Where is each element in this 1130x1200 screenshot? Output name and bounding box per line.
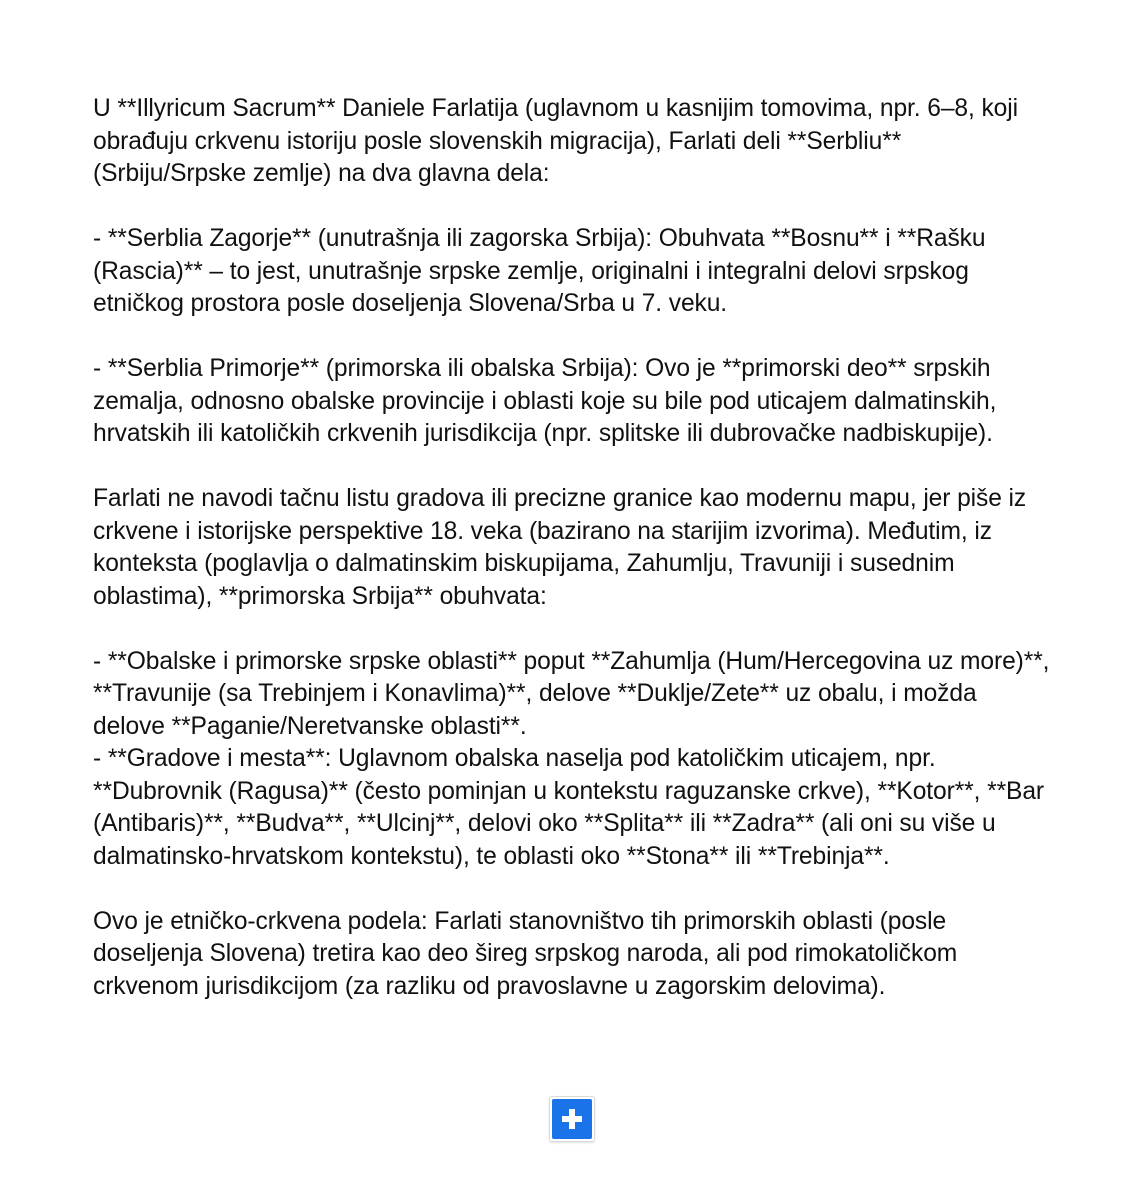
- document-text: [93, 93, 1053, 1036]
- paragraph-serblia-primorje: - **Serblia Primorje** (primorska ili obalska Srbija): Ovo je **primorski deo** srpskih zemalja, odnosno obalske provincije i oblasti koje su bile pod uticajem dalmatinskih, hrvatskih ili katoličkih crkvenih jurisdikcija (npr. splitske ili dubrovačke nadbiskupije).: [93, 355, 997, 447]
- paragraph-intro: U **Illyricum Sacrum** Daniele Farlatija (uglavnom u kasnijim tomovima, npr. 6–8, koji obrađuju crkvenu istoriju posle slovenskih migracija), Farlati deli **Serbliu** (Srbiju/Srpske zemlje) na dva glavna dela:: [93, 95, 1018, 187]
- paragraph-coastal-regions: - **Obalske i primorske srpske oblasti** poput **Zahumlja (Hum/Hercegovina uz more)**, **Travunije (sa Trebinjem i Konavlima)**, delove **Duklje/Zete** uz obalu, i možda delove **Paganie/Neretvanske oblasti**.: [93, 647, 1050, 740]
- paragraph-farlati-context: Farlati ne navodi tačnu listu gradova ili precizne granice kao modernu mapu, jer piše iz crkvene i istorijske perspektive 18. veka (bazirano na starijim izvorima). Međutim, iz konteksta (poglavlja o dalmatinskim biskupijama, Zahumlju, Travuniji i susednim oblastima), **primorska Srbija** obuhvata:: [93, 485, 1027, 610]
- paragraph-conclusion: Ovo je etničko-crkvena podela: Farlati stanovništvo tih primorskih oblasti (posle doseljenja Slovena) tretira kao deo šireg srpskog naroda, ali pod rimokatoličkom crkvenom jurisdikcijom (za razliku od pravoslavne u zagorskim delovima).: [93, 907, 958, 1000]
- paragraph-towns: - **Gradove i mesta**: Uglavnom obalska naselja pod katoličkim uticajem, npr. **Dubrovnik (Ragusa)** (često pominjan u kontekstu raguzanske crkve), **Kotor**, **Bar (Antibaris)**, **Budva**, **Ulcinj**, delovi oko **Splita** ili **Zadra** (ali oni su više u dalmatinsko-hrvatskom kontekstu), te oblasti oko **Stona** ili **Trebinja**.: [93, 745, 1045, 870]
- plus-icon: [552, 1099, 592, 1139]
- paragraph-serblia-zagorje: - **Serblia Zagorje** (unutrašnja ili zagorska Srbija): Obuhvata **Bosnu** i **Rašku (Rascia)** – to jest, unutrašnje srpske zemlje, originalni i integralni delovi srpskog etničkog prostora posle doseljenja Slovena/Srba u 7. veku.: [93, 225, 986, 317]
- add-button[interactable]: [549, 1096, 595, 1142]
